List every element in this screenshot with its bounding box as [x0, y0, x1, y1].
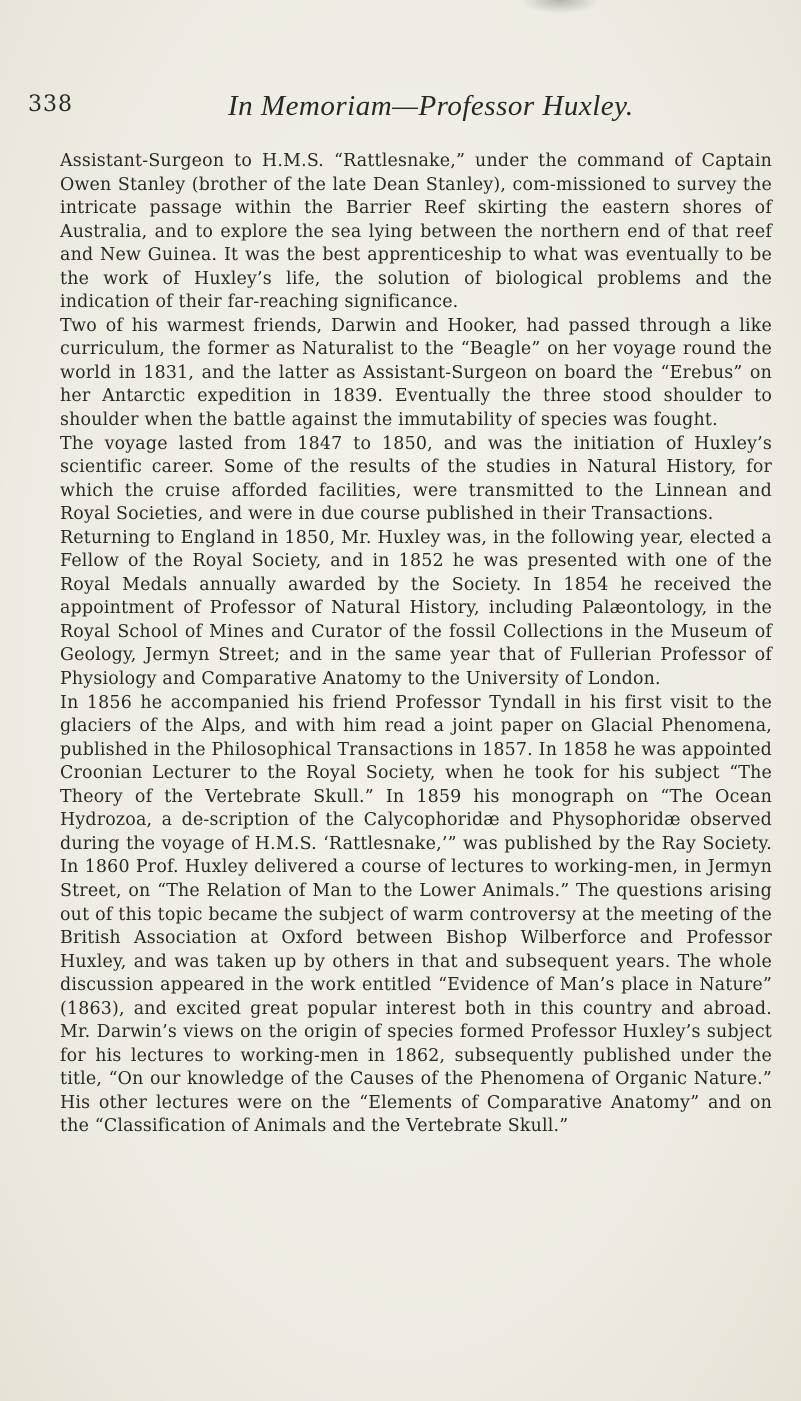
paragraph-darwin-hooker: Two of his warmest friends, Darwin and Hooker, had passed through a like curriculum, the former as Naturalist to the “Beagle” on her voyage round the world in 1831, and the latter as Assistant-Surgeon on board the “Erebus” on her Antarctic expedition in 1839. Eventually the three stood shoulder to shoulder when the battle against the immutability of species was fought. [60, 315, 772, 431]
paragraph-voyage-appointment: Assistant-Surgeon to H.M.S. “Rattlesnake,” under the command of Captain Owen Stanley (brother of the late Dean Stanley), com-missioned to survey the intricate passage within the Barrier Reef skirting the eastern shores of Australia, and to explore the sea lying between the northern end of that reef and New Guinea. It was the best apprenticeship to what was eventually to be the work of Huxley’s life, the solution of biological problems and the indication of their far-reaching significance. [60, 151, 772, 313]
ink-smudge [520, 0, 600, 14]
paragraph-lectures: In 1856 he accompanied his friend Professor Tyndall in his first visit to the glaciers of the Alps, and with him read a joint paper on Glacial Phenomena, published in the Philosophical Transactions in 1857. In 1858 he was appointed Croonian Lecturer to the Royal Society, when he took for his subject “The Theory of the Vertebrate Skull.” In 1859 his monograph on “The Ocean Hydrozoa, a de-scription of the Calycophoridæ and Physophoridæ observed during the voyage of H.M.S. ‘Rattlesnake,’” was published by the Ray Society. In 1860 Prof. Huxley delivered a course of lectures to working-men, in Jermyn Street, on “The Relation of Man to the Lower Animals.” The questions arising out of this topic became the subject of warm controversy at the meeting of the British Association at Oxford between Bishop Wilberforce and Professor Huxley, and was taken up by others in that and subsequent years. The whole discussion appeared in the work entitled “Evidence of Man’s place in Nature” (1863), and excited great popular interest both in this country and abroad. Mr. Darwin’s views on the origin of species formed Professor Huxley’s subject for his lectures to working-men in 1862, subsequently published under the title, “On our knowledge of the Causes of the Phenomena of Organic Nature.” His other lectures were on the “Elements of Comparative Anatomy” and on the “Classification of Animals and the Vertebrate Skull.” [60, 692, 772, 1137]
page-number: 338 [28, 92, 73, 117]
page-header [28, 92, 748, 128]
paragraph-return-england: Returning to England in 1850, Mr. Huxley was, in the following year, elected a Fellow of the Royal Society, and in 1852 he was presented with one of the Royal Medals annually awarded by the Society. In 1854 he received the appointment of Professor of Natural History, including Palæontology, in the Royal School of Mines and Curator of the fossil Collections in the Museum of Geology, Jermyn Street; and in the same year that of Fullerian Professor of Physiology and Comparative Anatomy to the University of London. [60, 527, 772, 690]
body-text [60, 150, 772, 1139]
running-head: In Memoriam—Professor Huxley. [228, 90, 634, 122]
paragraph-voyage-results: The voyage lasted from 1847 to 1850, and was the initiation of Huxley’s scientific career. Some of the results of the studies in Natural History, for which the cruise afforded facilities, were transmitted to the Linnean and Royal Societies, and were in due course published in their Transactions. [60, 433, 772, 525]
